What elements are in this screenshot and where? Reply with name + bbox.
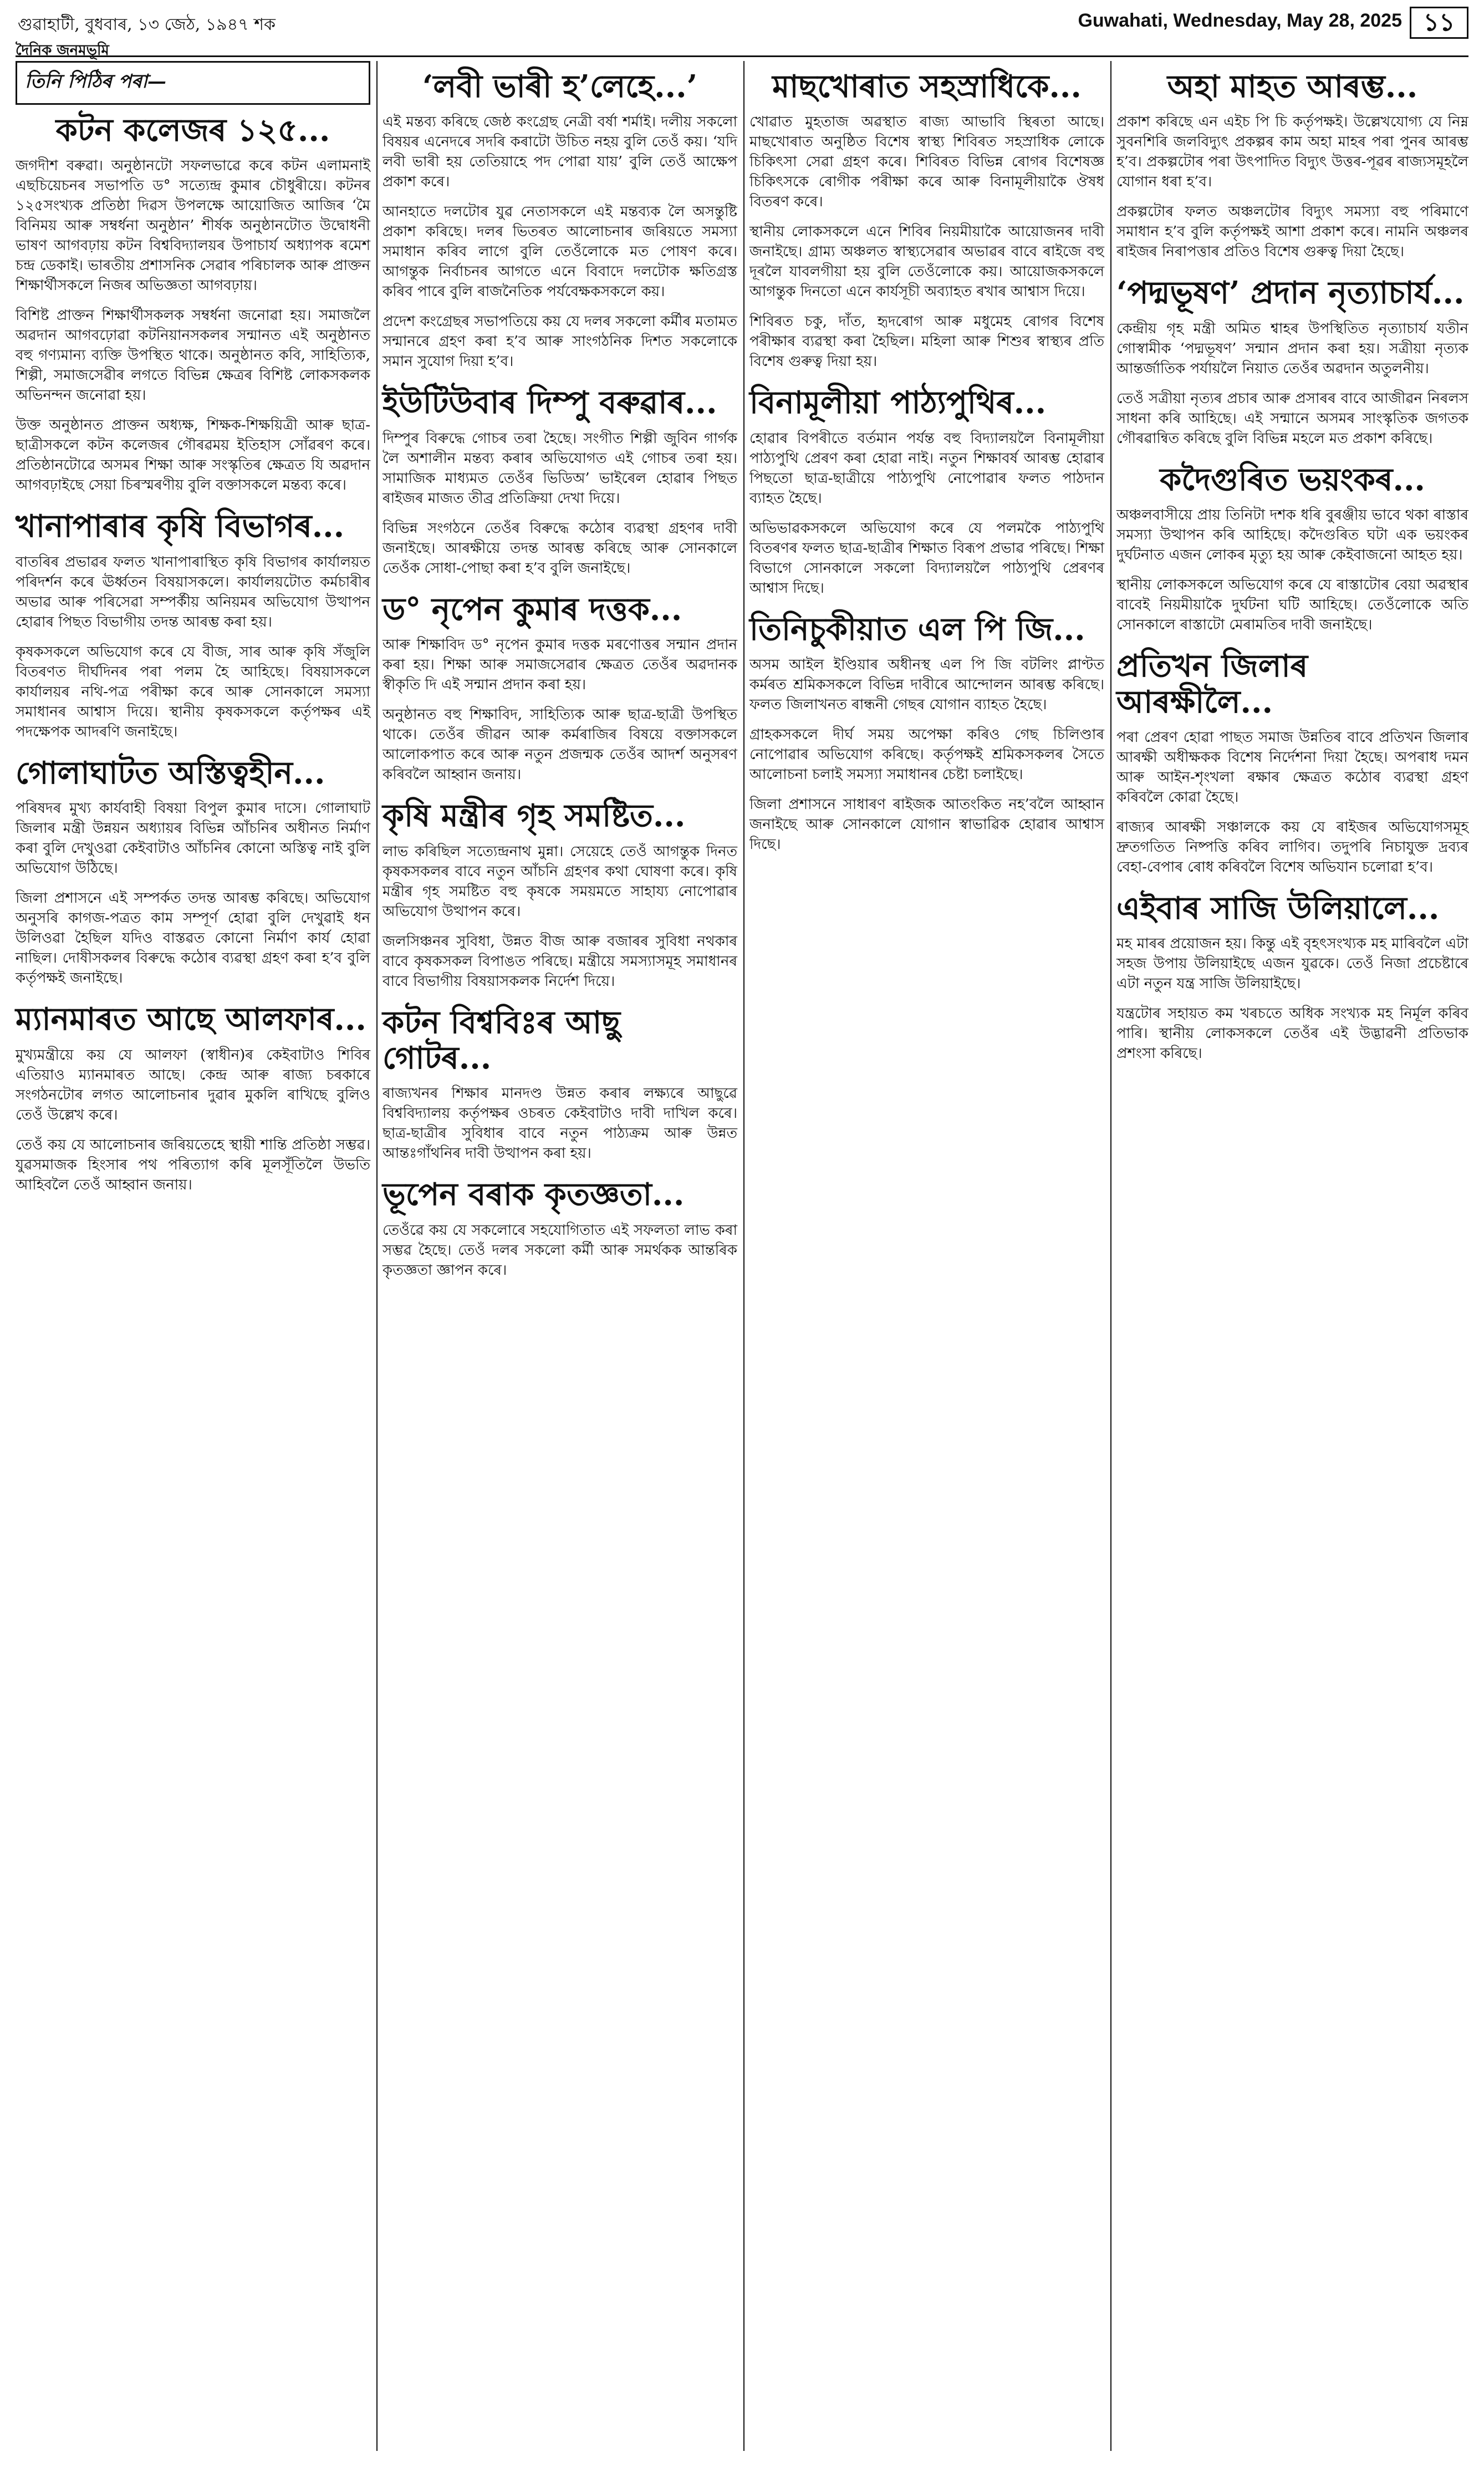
headline: বিনামূলীয়া পাঠ্যপুথিৰ... — [749, 384, 1047, 421]
paragraph: আৰু শিক্ষাবিদ ড° নৃপেন কুমাৰ দত্তক মৰণোত্তৰ সন্মান প্ৰদান কৰা হয়। শিক্ষা আৰু সমাজসেৱাৰ ক্ষেত্ৰত তেওঁৰ অৱদানক স্বীকৃতি দি এই সন্মান প্ৰদান কৰা হয়। — [383, 637, 737, 694]
column-divider — [1110, 61, 1111, 2451]
headline: অহা মাহত আৰম্ভ... — [1167, 68, 1418, 105]
paragraph: বিভিন্ন সংগঠনে তেওঁৰ বিৰুদ্ধে কঠোৰ ব্যৱস্থা গ্ৰহণৰ দাবী জনাইছে। আৰক্ষীয়ে তদন্ত আৰম্ভ কৰিছে আৰু সোনকালে তেওঁক সোধা-পোছা কৰা হ’ব বুলি জনাইছে। — [383, 520, 737, 577]
paragraph: বিশিষ্ট প্ৰাক্তন শিক্ষাৰ্থীসকলক সম্বৰ্ধনা জনোৱা হয়। সমাজলৈ অৱদান আগবঢ়োৱা কটনিয়ানসকলৰ সন্মানত এই অনুষ্ঠানত বহু গণ্যমান্য ব্যক্তি উপস্থিত থাকে। অনুষ্ঠানত কবি, সাহিত্যিক, শিল্পী, সমাজসেৱীৰ লগতে বিভিন্ন ক্ষেত্ৰৰ বিশিষ্ট লোকসকলক অভিনন্দন জনোৱা হয়। — [16, 307, 370, 404]
paragraph: অসম আইল ইণ্ডিয়াৰ অধীনস্থ এল পি জি বটলিং প্লাণ্টত কৰ্মৰত শ্ৰমিকসকলে বিভিন্ন দাবীৰে আন্দোলন আৰম্ভ কৰিছে। ফলত জিলাখনত ৰান্ধনী গেছৰ যোগান ব্যাহত হৈছে। — [749, 657, 1104, 714]
headline: কদৈগুৰিত ভয়ংকৰ... — [1160, 461, 1425, 498]
headline: ম্যানমাৰত আছে আলফাৰ... — [16, 1001, 366, 1038]
newspaper-name: দৈনিক জনমভূমি — [16, 42, 109, 59]
page-header — [16, 7, 1468, 37]
headline: ড° নৃপেন কুমাৰ দত্তক... — [383, 591, 682, 628]
headline: ইউটিউবাৰ দিম্পু বৰুৱাৰ... — [383, 384, 717, 421]
paragraph: অঞ্চলবাসীয়ে প্ৰায় তিনিটা দশক ধৰি বুৰঞ্জীয় ভাবে থকা ৰাস্তাৰ সমস্যা উত্থাপন কৰি আহিছে। কদৈগুৰিত ঘটা এক ভয়ংকৰ দুৰ্ঘটনাত এজন লোকৰ মৃত্যু হয় আৰু কেইবাজনো আহত হয়। — [1116, 507, 1468, 564]
headline: প্ৰতিখন জিলাৰ আৰক্ষীলৈ... — [1116, 648, 1308, 720]
paragraph: দিম্পুৰ বিৰুদ্ধে গোচৰ তৰা হৈছে। সংগীত শিল্পী জুবিন গাৰ্গক লৈ অশালীন মন্তব্য কৰাৰ অভিযোগত এই গোচৰ তৰা হয়। সামাজিক মাধ্যমত তেওঁৰ ভিডিঅ’ ভাইৰেল হোৱাৰ পিছত ৰাইজৰ মাজত তীব্ৰ প্ৰতিক্ৰিয়া দেখা দিয়ে। — [383, 430, 737, 507]
paragraph: হোৱাৰ বিপৰীতে বৰ্তমান পৰ্যন্ত বহু বিদ্যালয়লৈ বিনামূলীয়া পাঠ্যপুথি প্ৰেৰণ কৰা হোৱা নাই। নতুন শিক্ষাবৰ্ষ আৰম্ভ হোৱাৰ পিছতো ছাত্ৰ-ছাত্ৰীয়ে পাঠ্যপুথি নোপোৱাৰ ফলত পাঠদান ব্যাহত হৈছে। — [749, 430, 1104, 507]
headline: কটন বিশ্ববিঃৰ আছু গোটৰ... — [383, 1004, 621, 1076]
paragraph: জিলা প্ৰশাসনে সাধাৰণ ৰাইজক আতংকিত নহ’বলৈ আহ্বান জনাইছে আৰু সোনকালে যোগান স্বাভাৱিক হোৱাৰ আশ্বাস দিছে। — [749, 796, 1104, 853]
article-myanmar — [16, 1001, 370, 1194]
paragraph: ৰাজ্যৰ আৰক্ষী সঞ্চালকে কয় যে ৰাইজৰ অভিযোগসমূহ দ্ৰুতগতিত নিষ্পত্তি কৰিব লাগিব। তদুপৰি নিচাযুক্ত দ্ৰব্যৰ বেহা-বেপাৰ ৰোধ কৰিবলৈ বিশেষ অভিযান চলোৱা হ’ব। — [1116, 818, 1468, 876]
paragraph: ৰাজ্যখনৰ শিক্ষাৰ মানদণ্ড উন্নত কৰাৰ লক্ষ্যৰে আছুৱে বিশ্ববিদ্যালয় কৰ্তৃপক্ষৰ ওচৰত কেইবাটাও দাবী দাখিল কৰে। ছাত্ৰ-ছাত্ৰীৰ সুবিধাৰ বাবে নতুন পাঠ্যক্ৰম আৰু উন্নত আন্তঃগাঁথনিৰ দাবী উত্থাপন কৰা হয়। — [383, 1085, 737, 1162]
continued-label: তিনি পিঠিৰ পৰা— — [25, 70, 166, 93]
paragraph: তেওঁ সত্ৰীয়া নৃত্যৰ প্ৰচাৰ আৰু প্ৰসাৰৰ বাবে আজীৱন নিৰলস সাধনা কৰি আহিছে। এই সন্মানে অসমৰ সাংস্কৃতিক জগতক গৌৰৱান্বিত কৰিছে বুলি বিভিন্ন মহলে মত প্ৰকাশ কৰিছে। — [1116, 390, 1468, 447]
article-agriculture-minister — [383, 798, 737, 991]
paragraph: পৰা প্ৰেৰণ হোৱা পাছত সমাজ উন্নতিৰ বাবে প্ৰতিখন জিলাৰ আৰক্ষী অধীক্ষকক বিশেষ নিৰ্দেশনা দিয়া হৈছে। অপৰাধ দমন আৰু আইন-শৃংখলা ৰক্ষাৰ ক্ষেত্ৰত কঠোৰ ব্যৱস্থা গ্ৰহণ কৰিবলৈ কোৱা হৈছে। — [1116, 729, 1468, 806]
column-divider — [376, 61, 378, 2451]
article-machkhowa — [749, 69, 1104, 372]
article-next-month — [1116, 69, 1468, 262]
paragraph: পৰিষদৰ মুখ্য কাৰ্যবাহী বিষয়া বিপুল কুমাৰ দাসে। গোলাঘাট জিলাৰ মন্ত্ৰী উন্নয়ন অধ্যায়ৰ বিভিন্ন আঁচনিৰ অধীনত নিৰ্মাণ কৰা বুলি দেখুওৱা কেইবাটাও আঁচনিৰ কোনো অস্তিত্ব নাই বুলি অভিযোগ উঠিছে। — [16, 800, 370, 877]
article-tinsukia-lpg — [749, 612, 1104, 854]
article-lobby — [383, 69, 737, 372]
column-4 — [1116, 61, 1468, 1077]
article-khanapara — [16, 508, 370, 741]
headline: তিনিচুকীয়াত এল পি জি... — [749, 611, 1085, 648]
article-invention — [1116, 891, 1468, 1064]
article-bhupen-bora — [383, 1177, 737, 1280]
headline: ‘লবী ভাৰী হ’লেহে...’ — [422, 68, 698, 105]
paragraph: কৃষকসকলে অভিযোগ কৰে যে বীজ, সাৰ আৰু কৃষি সঁজুলি বিতৰণত দীৰ্ঘদিনৰ পৰা পলম হৈ আহিছে। বিষয়াসকলে কাৰ্যালয়ৰ নথি-পত্ৰ পৰীক্ষা কৰে আৰু সোনকালে সমস্যা সমাধানৰ আশ্বাস দিয়ে। স্থানীয় কৃষকসকলে কৰ্তৃপক্ষৰ এই পদক্ষেপক আদৰণি জনাইছে। — [16, 643, 370, 740]
column-divider — [743, 61, 744, 2451]
continued-label-box — [16, 61, 370, 105]
headline: ভূপেন বৰাক কৃতজ্ঞতা... — [383, 1176, 685, 1213]
article-cotton-college — [16, 113, 370, 495]
paragraph: অভিভাৱকসকলে অভিযোগ কৰে যে পলমকৈ পাঠ্যপুথি বিতৰণৰ ফলত ছাত্ৰ-ছাত্ৰীৰ শিক্ষাত বিৰূপ প্ৰভাৱ পৰিছে। শিক্ষা বিভাগে সোনকালে সকলো বিদ্যালয়লৈ পাঠ্যপুথি প্ৰেৰণৰ আশ্বাস দিছে। — [749, 520, 1104, 597]
paragraph: জলসিঞ্চনৰ সুবিধা, উন্নত বীজ আৰু বজাৰৰ সুবিধা নথকাৰ বাবে কৃষকসকল বিপাঙত পৰিছে। মন্ত্ৰীয়ে সমস্যাসমূহ সমাধানৰ বাবে বিভাগীয় বিষয়াসকলক নিৰ্দেশ দিয়ে। — [383, 933, 737, 990]
paragraph: মুখ্যমন্ত্ৰীয়ে কয় যে আলফা (স্বাধীন)ৰ কেইবাটাও শিবিৰ এতিয়াও ম্যানমাৰত আছে। কেন্দ্ৰ আৰু ৰাজ্য চৰকাৰে সংগঠনটোৰ লগত আলোচনাৰ দুৱাৰ মুকলি ৰাখিছে বুলিও তেওঁ উল্লেখ কৰে। — [16, 1046, 370, 1123]
article-nripen-dutta — [383, 592, 737, 785]
headline: ‘পদ্মভূষণ’ প্ৰদান নৃত্যাচাৰ্য... — [1116, 274, 1465, 312]
column-2 — [383, 61, 737, 1294]
paragraph: যন্ত্ৰটোৰ সহায়ত কম খৰচতে অধিক সংখ্যক মহ নিৰ্মূল কৰিব পাৰি। স্থানীয় লোকসকলে তেওঁৰ এই উদ্ভাৱনী প্ৰতিভাক প্ৰশংসা কৰিছে। — [1116, 1005, 1468, 1062]
article-padma-bhushan — [1116, 275, 1468, 448]
paragraph: প্ৰকাশ কৰিছে এন এইচ পি চি কৰ্তৃপক্ষই। উল্লেখযোগ্য যে নিম্ন সুবনশিৰি জলবিদ্যুৎ প্ৰকল্পৰ কাম অহা মাহৰ পৰা পুনৰ আৰম্ভ হ’ব। প্ৰকল্পটোৰ পৰা উৎপাদিত বিদ্যুৎ উত্তৰ-পূৱৰ ৰাজ্যসমূহলৈ যোগান ধৰা হ’ব। — [1116, 114, 1468, 191]
paragraph: গ্ৰাহকসকলে দীৰ্ঘ সময় অপেক্ষা কৰিও গেছ চিলিণ্ডাৰ নোপোৱাৰ অভিযোগ কৰিছে। কৰ্তৃপক্ষই শ্ৰমিকসকলৰ সৈতে আলোচনা চলাই সমস্যা সমাধানৰ চেষ্টা চলাইছে। — [749, 726, 1104, 784]
column-1 — [16, 61, 370, 1208]
dateline-assamese: গুৱাহাটী, বুধবাৰ, ১৩ জেঠ, ১৯৪৭ শক — [18, 15, 276, 34]
headline: কটন কলেজৰ ১২৫... — [55, 112, 330, 149]
article-cotton-university — [383, 1005, 737, 1164]
masthead-strip — [16, 39, 1468, 57]
paragraph: কেন্দ্ৰীয় গৃহ মন্ত্ৰী অমিত শ্বাহৰ উপস্থিতিত নৃত্যাচাৰ্য যতীন গোস্বামীক ‘পদ্মভূষণ’ সন্মান প্ৰদান কৰা হয়। সত্ৰীয়া নৃত্যক আন্তৰ্জাতিক পৰ্যায়লৈ নিয়াত তেওঁৰ অৱদান অতুলনীয়। — [1116, 320, 1468, 377]
paragraph: লাভ কৰিছিল সত্যেন্দ্ৰনাথ মুন্না। সেয়েহে তেওঁ আগন্তুক দিনত কৃষকসকলৰ বাবে নতুন আঁচনি গ্ৰহণৰ কথা ঘোষণা কৰে। কৃষি মন্ত্ৰীৰ গৃহ সমষ্টিত বহু কৃষকে সময়মতে সাহায্য নোপোৱাৰ অভিযোগ উত্থাপন কৰে। — [383, 843, 737, 920]
paragraph: খোৱাত মুহতাজ অৱস্থাত ৰাজ্য আভাবি স্থিৰতা আছে। মাছখোৰাত অনুষ্ঠিত বিশেষ স্বাস্থ্য শিবিৰত সহস্ৰাধিক লোকে চিকিৎসা সেৱা গ্ৰহণ কৰে। শিবিৰত বিভিন্ন ৰোগৰ বিশেষজ্ঞ চিকিৎসকে ৰোগীক পৰীক্ষা কৰে আৰু বিনামূলীয়াকৈ ঔষধ বিতৰণ কৰে। — [749, 114, 1104, 211]
column-3 — [749, 61, 1104, 868]
headline: গোলাঘাটত অস্তিত্বহীন... — [16, 754, 325, 791]
article-textbooks — [749, 385, 1104, 598]
paragraph: শিবিৰত চকু, দাঁত, হৃদৰোগ আৰু মধুমেহ ৰোগৰ বিশেষ পৰীক্ষাৰ ব্যৱস্থা কৰা হৈছিল। মহিলা আৰু শিশুৰ স্বাস্থ্যৰ প্ৰতি বিশেষ গুৰুত্ব দিয়া হয়। — [749, 313, 1104, 370]
paragraph: জিলা প্ৰশাসনে এই সম্পৰ্কত তদন্ত আৰম্ভ কৰিছে। অভিযোগ অনুসৰি কাগজ-পত্ৰত কাম সম্পূৰ্ণ হোৱা বুলি দেখুৱাই ধন উলিওৱা হৈছিল যদিও বাস্তৱত কোনো নিৰ্মাণ কাৰ্য হোৱা নাছিল। দোষীসকলৰ বিৰুদ্ধে কঠোৰ ব্যৱস্থা গ্ৰহণ কৰা হ’ব বুলি কৰ্তৃপক্ষই জনাইছে। — [16, 890, 370, 987]
headline: এইবাৰ সাজি উলিয়ালে... — [1116, 889, 1440, 927]
headline: কৃষি মন্ত্ৰীৰ গৃহ সমষ্টিত... — [383, 797, 686, 835]
article-district-police — [1116, 648, 1468, 877]
paragraph: তেওঁৱে কয় যে সকলোৰে সহযোগিতাত এই সফলতা লাভ কৰা সম্ভৱ হৈছে। তেওঁ দলৰ সকলো কৰ্মী আৰু সমৰ্থকক আন্তৰিক কৃতজ্ঞতা জ্ঞাপন কৰে। — [383, 1222, 737, 1279]
paragraph: প্ৰকল্পটোৰ ফলত অঞ্চলটোৰ বিদ্যুৎ সমস্যা বহু পৰিমাণে সমাধান হ’ব বুলি কৰ্তৃপক্ষই আশা প্ৰকাশ কৰে। নামনি অঞ্চলৰ ৰাইজৰ নিৰাপত্তাৰ প্ৰতিও বিশেষ গুৰুত্ব দিয়া হৈছে। — [1116, 204, 1468, 261]
paragraph: অনুষ্ঠানত বহু শিক্ষাবিদ, সাহিত্যিক আৰু ছাত্ৰ-ছাত্ৰী উপস্থিত থাকে। তেওঁৰ জীৱন আৰু কৰ্মৰাজিৰ বিষয়ে বক্তাসকলে আলোকপাত কৰে আৰু নতুন প্ৰজন্মক তেওঁৰ আদৰ্শ অনুসৰণ কৰিবলৈ আহ্বান জনায়। — [383, 706, 737, 784]
paragraph: জগদীশ বৰুৱা। অনুষ্ঠানটো সফলভাৱে কৰে কটন এলামনাই এছচিয়েচনৰ সভাপতি ড° সত্যেন্দ্ৰ কুমাৰ চৌধুৰীয়ে। কটনৰ ১২৫সংখ্যক প্ৰতিষ্ঠা দিৱস উপলক্ষে আয়োজিত আজিৰ ‘মৈ বিনিময় আৰু সম্বৰ্ধনা অনুষ্ঠান’ শীৰ্ষক অনুষ্ঠানটোত উদ্বোধনী ভাষণ আগবঢ়ায় কটন বিশ্ববিদ্যালয়ৰ উপাচাৰ্য অধ্যাপক ৰমেশ চন্দ্ৰ ডেকাই। ভাৰতীয় প্ৰশাসনিক সেৱাৰ পৰিচালক আৰু প্ৰাক্তন শিক্ষাৰ্থীসকলে নিজৰ অভিজ্ঞতা আগবঢ়ায়। — [16, 157, 370, 294]
page-number: ১১ — [1410, 7, 1468, 39]
article-youtuber — [383, 385, 737, 578]
paragraph: স্থানীয় লোকসকলে অভিযোগ কৰে যে ৰাস্তাটোৰ বেয়া অৱস্থাৰ বাবেই নিয়মীয়াকৈ দুৰ্ঘটনা ঘটি আহিছে। তেওঁলোকে অতি সোনকালে ৰাস্তাটো মেৰামতিৰ দাবী জনাইছে। — [1116, 577, 1468, 634]
paragraph: বাতৰিৰ প্ৰভাৱৰ ফলত খানাপাৰাস্থিত কৃষি বিভাগৰ কাৰ্যালয়ত পৰিদৰ্শন কৰে ঊৰ্ধ্বতন বিষয়াসকলে। কাৰ্যালয়টোত কৰ্মচাৰীৰ অভাৱ আৰু পৰিসেৱা সম্পৰ্কীয় অনিয়মৰ অভিযোগ উত্থাপন হোৱাৰ পিছত বিভাগীয় তদন্ত আৰম্ভ কৰা হয়। — [16, 553, 370, 630]
article-golaghat — [16, 755, 370, 988]
paragraph: স্থানীয় লোকসকলে এনে শিবিৰ নিয়মীয়াকৈ আয়োজনৰ দাবী জনাইছে। গ্ৰাম্য অঞ্চলত স্বাস্থ্যসেৱাৰ অভাৱৰ বাবে ৰাইজে বহু দূৰলৈ যাবলগীয়া হয় বুলি তেওঁলোকে কয়। আয়োজকসকলে আগন্তুক দিনতো এনে কাৰ্যসূচী অব্যাহত ৰখাৰ আশ্বাস দিয়ে। — [749, 223, 1104, 301]
dateline-english: Guwahati, Wednesday, May 28, 2025 — [1078, 10, 1402, 31]
paragraph: আনহাতে দলটোৰ যুৱ নেতাসকলে এই মন্তব্যক লৈ অসন্তুষ্টি প্ৰকাশ কৰিছে। দলৰ ভিতৰত আলোচনাৰ জৰিয়তে সমস্যা সমাধান কৰিব লাগে বুলি তেওঁলোকে মত পোষণ কৰে। আগন্তুক নিৰ্বাচনৰ আগতে এনে বিবাদে দলটোক ক্ষতিগ্ৰস্ত কৰিব পাৰে বুলি ৰাজনৈতিক পৰ্যবেক্ষকসকলে কয়। — [383, 204, 737, 301]
paragraph: মহ মাৰৰ প্ৰয়োজন হয়। কিন্তু এই বৃহৎসংখ্যক মহ মাৰিবলৈ এটা সহজ উপায় উলিয়াইছে এজন যুৱকে। তেওঁ নিজা প্ৰচেষ্টাৰে এটা নতুন যন্ত্ৰ সাজি উলিয়াইছে। — [1116, 935, 1468, 993]
paragraph: উক্ত অনুষ্ঠানত প্ৰাক্তন অধ্যক্ষ, শিক্ষক-শিক্ষয়িত্ৰী আৰু ছাত্ৰ-ছাত্ৰীসকলে কটন কলেজৰ গৌৰৱময় ইতিহাস সোঁৱৰণ কৰে। প্ৰতিষ্ঠানটোৱে অসমৰ শিক্ষা আৰু সংস্কৃতিৰ ক্ষেত্ৰত যি অৱদান আগবঢ়াইছে সেয়া চিৰস্মৰণীয় বুলি বক্তাসকলে মন্তব্য কৰে। — [16, 417, 370, 494]
paragraph: তেওঁ কয় যে আলোচনাৰ জৰিয়তেহে স্থায়ী শান্তি প্ৰতিষ্ঠা সম্ভৱ। যুৱসমাজক হিংসাৰ পথ পৰিত্যাগ কৰি মূলসূঁতিলৈ উভতি আহিবলৈ তেওঁ আহ্বান জনায়। — [16, 1136, 370, 1193]
paragraph: প্ৰদেশ কংগ্ৰেছৰ সভাপতিয়ে কয় যে দলৰ সকলো কৰ্মীৰ মতামত সন্মানৰে গ্ৰহণ কৰা হ’ব আৰু সাংগঠনিক দিশত সকলোকে সমান সুযোগ দিয়া হ’ব। — [383, 313, 737, 370]
headline: খানাপাৰাৰ কৃষি বিভাগৰ... — [16, 508, 345, 545]
headline: মাছখোৰাত সহস্ৰাধিকে... — [772, 68, 1082, 105]
paragraph: এই মন্তব্য কৰিছে জেষ্ঠ কংগ্ৰেছ নেত্ৰী বৰ্ষা শৰ্মাই। দলীয় সকলো বিষয়ৰ এনেদৰে সদৰি কৰাটো উচিত নহয় বুলি তেওঁ কয়। ‘যদি লবী ভাৰী হয় তেতিয়াহে পদ পোৱা যায়’ বুলি তেওঁ আক্ষেপ প্ৰকাশ কৰে। — [383, 114, 737, 191]
article-kadoiguri — [1116, 462, 1468, 635]
